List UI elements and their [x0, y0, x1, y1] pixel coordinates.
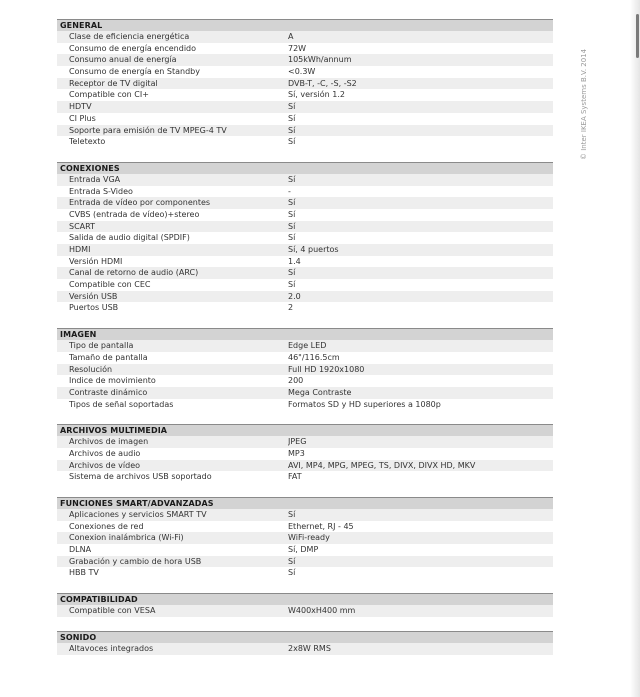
spec-section	[57, 19, 553, 148]
spec-value: Sí	[288, 510, 296, 519]
spec-row	[57, 125, 553, 137]
section-gap	[57, 579, 553, 593]
spec-row	[57, 544, 553, 556]
section-rows	[57, 509, 553, 579]
spec-value: Edge LED	[288, 341, 327, 351]
spec-label: Salida de audio digital (SPDIF)	[69, 233, 190, 243]
spec-value: 72W	[288, 43, 307, 53]
section-gap	[57, 483, 553, 497]
spec-value: Sí	[288, 198, 296, 208]
spec-label: Entrada de vídeo por componentes	[69, 198, 211, 208]
spec-value: Ethernet, RJ - 45	[288, 521, 354, 531]
spec-value: Full HD 1920x1080	[288, 364, 365, 374]
spec-value: <0.3W	[288, 67, 316, 77]
spec-row	[57, 78, 553, 90]
spec-label: HBB TV	[69, 568, 99, 578]
section-rows	[57, 643, 553, 655]
section-title: COMPATIBILIDAD	[57, 593, 553, 605]
spec-row	[57, 89, 553, 101]
spec-label: Receptor de TV digital	[69, 78, 158, 88]
spec-value: 105kWh/annum	[288, 55, 352, 65]
spec-label: Versión HDMI	[69, 256, 123, 266]
spec-value: Sí	[288, 102, 296, 112]
spec-value: 2	[288, 303, 294, 313]
spec-row	[57, 244, 553, 256]
spec-row	[57, 521, 553, 533]
spec-value: AVI, MP4, MPG, MPEG, TS, DIVX, DIVX HD, MKV	[288, 460, 476, 470]
spec-value: Sí, DMP	[288, 545, 319, 555]
spec-section	[57, 497, 553, 579]
spec-row	[57, 136, 553, 148]
spec-row	[57, 291, 553, 303]
spec-value: Sí, 4 puertos	[288, 245, 339, 254]
spec-row	[57, 643, 553, 655]
spec-row	[57, 436, 553, 448]
spec-label: Entrada S-Video	[69, 186, 133, 196]
spec-label: Compatible con CEC	[69, 280, 151, 290]
spec-row	[57, 113, 553, 125]
spec-row	[57, 186, 553, 198]
scrollbar-thumb[interactable]	[636, 14, 639, 58]
section-gap	[57, 314, 553, 328]
spec-label: Teletexto	[69, 137, 106, 147]
section-title: IMAGEN	[57, 328, 553, 340]
section-title: GENERAL	[57, 19, 553, 31]
spec-value: DVB-T, -C, -S, -S2	[288, 78, 357, 88]
spec-value: -	[288, 186, 291, 196]
spec-value: Sí	[288, 209, 296, 219]
spec-label: SCART	[69, 221, 95, 231]
spec-row	[57, 174, 553, 186]
spec-row	[57, 302, 553, 314]
section-title: ARCHIVOS MULTIMEDIA	[57, 424, 553, 436]
spec-value: Sí	[288, 556, 296, 566]
spec-value: Sí	[288, 233, 296, 243]
spec-label: HDMI	[69, 245, 91, 254]
spec-row	[57, 352, 553, 364]
spec-label: Versión USB	[69, 291, 118, 301]
spec-row	[57, 54, 553, 66]
spec-section	[57, 631, 553, 655]
spec-row	[57, 387, 553, 399]
spec-row	[57, 256, 553, 268]
section-title: CONEXIONES	[57, 162, 553, 174]
spec-row	[57, 101, 553, 113]
spec-row	[57, 532, 553, 544]
spec-value: Formatos SD y HD superiores a 1080p	[288, 399, 441, 409]
spec-value: 200	[288, 376, 304, 386]
spec-label: Altavoces integrados	[69, 643, 154, 653]
spec-row	[57, 221, 553, 233]
spec-value: Sí	[288, 568, 296, 578]
spec-label: DLNA	[69, 545, 92, 555]
spec-section	[57, 328, 553, 410]
spec-row	[57, 279, 553, 291]
spec-label: CVBS (entrada de vídeo)+stereo	[69, 209, 200, 219]
spec-row	[57, 460, 553, 472]
page-edge-shadow	[630, 0, 640, 697]
spec-row	[57, 267, 553, 279]
spec-value: Sí	[288, 174, 296, 184]
spec-value: MP3	[288, 448, 305, 458]
copyright-notice: © Inter IKEA Systems B.V. 2014	[580, 48, 588, 160]
spec-label: Contraste dinámico	[69, 387, 148, 397]
spec-row	[57, 232, 553, 244]
spec-row	[57, 209, 553, 221]
spec-value: Sí	[288, 137, 296, 147]
spec-value: A	[288, 32, 294, 41]
spec-label: Indice de movimiento	[69, 376, 156, 386]
spec-label: Consumo de energía en Standby	[69, 67, 200, 77]
spec-value: W400xH400 mm	[288, 606, 356, 616]
spec-value: Sí, versión 1.2	[288, 90, 345, 100]
spec-label: Compatible con CI+	[69, 90, 149, 100]
spec-label: Tamaño de pantalla	[69, 352, 148, 362]
spec-label: Aplicaciones y servicios SMART TV	[69, 510, 207, 519]
spec-label: Compatible con VESA	[69, 606, 156, 616]
spec-value: Sí	[288, 268, 296, 278]
spec-value: WiFi-ready	[288, 533, 330, 543]
section-title: FUNCIONES SMART/ADVANZADAS	[57, 497, 553, 509]
spec-value: Mega Contraste	[288, 387, 352, 397]
spec-label: Conexiones de red	[69, 521, 144, 531]
spec-label: Archivos de vídeo	[69, 460, 141, 470]
spec-label: Puertos USB	[69, 303, 119, 313]
spec-row	[57, 471, 553, 483]
spec-label: Resolución	[69, 364, 113, 374]
spec-label: Canal de retorno de audio (ARC)	[69, 268, 199, 278]
spec-section	[57, 593, 553, 617]
spec-label: Tipos de señal soportadas	[69, 399, 174, 409]
spec-row	[57, 31, 553, 43]
section-rows	[57, 174, 553, 314]
spec-row	[57, 567, 553, 579]
spec-label: Sistema de archivos USB soportado	[69, 472, 212, 482]
spec-section	[57, 162, 553, 314]
spec-label: Archivos de audio	[69, 448, 141, 458]
spec-label: Conexion inalámbrica (Wi-Fi)	[69, 533, 184, 543]
spec-label: Archivos de imagen	[69, 437, 149, 447]
spec-value: 2x8W RMS	[288, 643, 331, 653]
spec-row	[57, 556, 553, 568]
spec-value: 2.0	[288, 291, 301, 301]
spec-row	[57, 364, 553, 376]
section-gap	[57, 148, 553, 162]
spec-value: Sí	[288, 280, 296, 290]
section-rows	[57, 340, 553, 410]
spec-row	[57, 399, 553, 411]
section-gap	[57, 410, 553, 424]
spec-label: Tipo de pantalla	[69, 341, 134, 351]
spec-value: Sí	[288, 221, 296, 231]
spec-label: Consumo de energía encendido	[69, 43, 197, 53]
spec-row	[57, 509, 553, 521]
spec-label: Entrada VGA	[69, 174, 121, 184]
section-title: SONIDO	[57, 631, 553, 643]
spec-value: 1.4	[288, 256, 301, 266]
spec-value: JPEG	[288, 437, 307, 447]
spec-value: FAT	[288, 472, 302, 482]
spec-row	[57, 448, 553, 460]
section-rows	[57, 436, 553, 483]
spec-label: Soporte para emisión de TV MPEG-4 TV	[69, 125, 227, 135]
section-rows	[57, 605, 553, 617]
spec-document	[57, 19, 553, 655]
spec-row	[57, 340, 553, 352]
spec-value: 46"/116.5cm	[288, 352, 340, 362]
section-rows	[57, 31, 553, 148]
spec-section	[57, 424, 553, 483]
spec-label: Clase de eficiencia energética	[69, 32, 190, 41]
spec-label: Grabación y cambio de hora USB	[69, 556, 202, 566]
spec-label: CI Plus	[69, 113, 96, 123]
spec-label: HDTV	[69, 102, 92, 112]
spec-row	[57, 66, 553, 78]
spec-row	[57, 43, 553, 55]
spec-row	[57, 197, 553, 209]
spec-value: Sí	[288, 113, 296, 123]
section-gap	[57, 617, 553, 631]
spec-row	[57, 605, 553, 617]
spec-label: Consumo anual de energía	[69, 55, 177, 65]
spec-value: Sí	[288, 125, 296, 135]
spec-row	[57, 375, 553, 387]
